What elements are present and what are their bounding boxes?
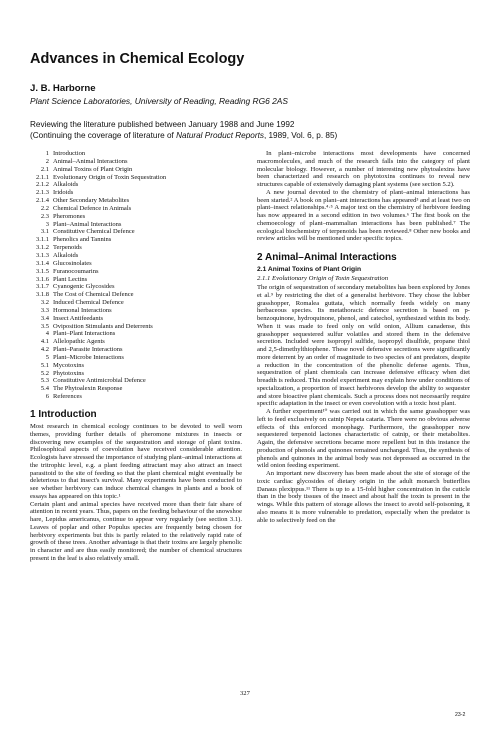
- toc-entry-number: 4.2: [40, 346, 49, 354]
- page-code: 23-2: [455, 712, 466, 718]
- page-number: 327: [240, 690, 250, 697]
- toc-entry-number: 2.1.4: [36, 197, 49, 205]
- toc-entry-text: Furanocoumarins: [53, 267, 99, 275]
- toc-entry-text: Constitutive Chemical Defence: [53, 228, 135, 236]
- right-column: [257, 150, 470, 524]
- toc-entry: [30, 393, 242, 401]
- toc-entry: [30, 268, 242, 276]
- toc-entry-number: 3.1.3: [36, 251, 49, 259]
- toc-entry-number: 3.3: [40, 306, 49, 314]
- left-column: [30, 150, 242, 563]
- toc-entry-number: 4: [45, 330, 49, 338]
- toc-entry-text: Terpenoids: [53, 244, 82, 252]
- toc-entry: [30, 213, 242, 221]
- review-line-2-a: (Continuing the coverage of literature of: [30, 131, 177, 140]
- section-2-heading: 2 Animal–Animal Interactions: [257, 252, 397, 263]
- toc-entry-text: Glucosinolates: [53, 259, 92, 267]
- toc-entry-text: Phytotoxins: [53, 369, 85, 377]
- toc-entry-text: Alkaloids: [53, 251, 79, 259]
- article-title: Advances in Chemical Ecology: [30, 51, 245, 67]
- toc-entry-text: Animal–Animal Interactions: [53, 157, 128, 165]
- toc-entry: [30, 323, 242, 331]
- toc-entry-number: 3.1.7: [36, 283, 49, 291]
- toc-entry: [30, 181, 242, 189]
- toc-entry: [30, 385, 242, 393]
- toc-entry-number: 5: [45, 353, 49, 361]
- toc-entry: [30, 377, 242, 385]
- toc-entry-text: Evolutionary Origin of Toxin Sequestration: [53, 173, 167, 181]
- toc-entry: [30, 244, 242, 252]
- toc-entry: [30, 228, 242, 236]
- toc-entry: [30, 299, 242, 307]
- toc-entry-number: 3.1.2: [36, 244, 49, 252]
- toc-entry-text: Hormonal Interactions: [53, 306, 112, 314]
- toc-entry: [30, 338, 242, 346]
- toc-entry-text: Other Secondary Metabolites: [53, 197, 130, 205]
- author-name: J. B. Harborne: [30, 83, 96, 94]
- review-scope: [30, 119, 480, 141]
- toc-entry: [30, 330, 242, 338]
- toc-entry-number: 2.3: [40, 212, 49, 220]
- toc-entry-text: Oviposition Stimulants and Deterrents: [53, 322, 153, 330]
- toc-entry-text: Plant Lectins: [53, 275, 88, 283]
- toc-entry-text: Cyanogenic Glycosides: [53, 283, 115, 291]
- toc-entry: [30, 291, 242, 299]
- toc-entry-text: Constitutive Antimicrobial Defence: [53, 377, 146, 385]
- toc-entry-number: 1: [45, 150, 49, 157]
- toc-entry: [30, 166, 242, 174]
- toc-entry-text: Animal Toxins of Plant Origin: [53, 165, 133, 173]
- journal-name: Natural Product Reports: [176, 131, 264, 140]
- toc-entry-number: 4.1: [40, 338, 49, 346]
- toc-entry-text: Plant–Parasite Interactions: [53, 346, 123, 354]
- toc-entry: [30, 260, 242, 268]
- right-paragraph-4: A further experiment¹⁰ was carried out in which the same grasshopper was left to feed exclusively on catnip Nepeta cataria. There were no obvious adverse effects of this enforced monophagy. Furthermore, the grasshopper now sequestered terpenoid lactones characteristic of catnip, or their metabolites. Again, the defensive secretions became more repellent but in this instance the production of phenols and quinones remained unchanged. Thus, the synthesis of phenols and quinones in the animal body was not depressed as occurred in the wild onion feeding experiment.: [257, 408, 470, 470]
- toc-entry: [30, 174, 242, 182]
- toc-entry-number: 3.1.4: [36, 259, 49, 267]
- toc-entry-number: 2.1.3: [36, 189, 49, 197]
- toc-entry-text: Mycotoxins: [53, 361, 85, 369]
- toc-entry: [30, 307, 242, 315]
- toc-entry-text: Plant–Plant Interactions: [53, 330, 116, 338]
- toc-entry-number: 2: [45, 157, 49, 165]
- toc-entry-text: Plant–Animal Interactions: [53, 220, 122, 228]
- toc-entry: [30, 276, 242, 284]
- toc-entry: [30, 252, 242, 260]
- toc-entry-number: 3.1.1: [36, 236, 49, 244]
- toc-entry-text: Plant–Microbe Interactions: [53, 353, 124, 361]
- toc-entry-number: 5.3: [40, 377, 49, 385]
- toc-entry: [30, 354, 242, 362]
- right-paragraph-2: A new journal devoted to the chemistry of plant–animal interactions has been started.² A book on plant–ant interactions has appeared³ and at least two on plant–insect relationships.⁴·⁵ A major text on the chemistry of herbivore feeding has now appeared in a second edition in two volumes.⁶ The first book on the chemoecology of plant–mammalian interactions has been published.⁷ The ecological biochemistry of terpenoids has been reviewed.⁸ Other new books and review articles will be mentioned under specific topics.: [257, 188, 470, 243]
- section-2-1-heading: 2.1 Animal Toxins of Plant Origin: [257, 266, 362, 273]
- toc-entry: [30, 189, 242, 197]
- toc-entry-number: 5.4: [40, 385, 49, 393]
- toc-entry: [30, 158, 242, 166]
- toc-entry-number: 2.1.2: [36, 181, 49, 189]
- toc-entry: [30, 283, 242, 291]
- toc-entry-text: Introduction: [53, 150, 86, 157]
- toc-entry-number: 6: [45, 393, 49, 401]
- toc-entry-number: 2.1.1: [36, 173, 49, 181]
- toc-entry: [30, 315, 242, 323]
- toc-entry: [30, 236, 242, 244]
- toc-entry-number: 5.2: [40, 369, 49, 377]
- section-2-1-1-heading: 2.1.1 Evolutionary Origin of Toxin Sequestration: [257, 275, 389, 282]
- toc-entry-number: 3.2: [40, 299, 49, 307]
- toc-entry-text: Chemical Defence in Animals: [53, 204, 132, 212]
- review-line-2-b: , 1989, Vol. 6, p. 85): [263, 131, 338, 140]
- toc-entry-number: 3.1.5: [36, 267, 49, 275]
- intro-paragraph-2: Certain plant and animal species have received more than their fair share of attention in recent years. Thus, papers on the feeding behaviour of the snowshoe hare, Lepidus americanus, continue to appear very regularly (see section 3.1). Leaves of poplar and other Populus species are frequently being chosen for herbivory experiments but this is partly related to the relatively rapid rate of growth of these trees. Another advantage is that their toxins are largely phenolic in character and are thus easily monitored; the number of chemical structures present in the leaf is also relatively small.: [30, 500, 242, 562]
- toc-entry-text: Alkaloids: [53, 181, 79, 189]
- right-paragraph-1: In plant–microbe interactions most developments have concerned macromolecules, and much of the research falls into the category of plant molecular biology. However, a number of interesting new phytoalexins have been characterized and research on phytotoxins continues to reveal new structures capable of extensively damaging plant systems (see section 5.2).: [257, 150, 470, 188]
- table-of-contents: [30, 150, 242, 401]
- toc-entry-number: 3.1.8: [36, 291, 49, 299]
- toc-entry: [30, 205, 242, 213]
- toc-entry: [30, 221, 242, 229]
- toc-entry: [30, 362, 242, 370]
- toc-entry-number: 2.1: [40, 165, 49, 173]
- toc-entry-number: 3.1.6: [36, 275, 49, 283]
- introduction-heading: 1 Introduction: [30, 409, 97, 420]
- toc-entry-number: 3.5: [40, 322, 49, 330]
- toc-entry-text: References: [53, 393, 82, 401]
- toc-entry-text: Allelopathic Agents: [53, 338, 105, 346]
- toc-entry-text: Iridoids: [53, 189, 74, 197]
- right-paragraph-5: An important new discovery has been made about the site of storage of the toxic cardiac glycosides of dietary origin in the adult monarch butterflies Danaus plexippus.¹¹ There is up to a 15-fold higher concentration in the cuticle than in the body tissues of the insect and about half the toxin is present in the wings. While this pattern of storage allows the insect to avoid self-poisoning, it also means it is more vulnerable to predation, especially when the predator is able to selectively feed on the: [257, 470, 470, 524]
- toc-entry: [30, 197, 242, 205]
- toc-entry: [30, 370, 242, 378]
- toc-entry-text: The Cost of Chemical Defence: [53, 291, 134, 299]
- toc-entry-number: 3.4: [40, 314, 49, 322]
- intro-paragraph-1: Most research in chemical ecology continues to be devoted to well worn themes, providing further details of pheromone mixtures in insects or discovering new examples of the sequestration and storage of plant toxins. Philosophical aspects of coevolution have received considerable attention. Ecologists have stressed the importance of studying plant–animal interactions at the tritrophic level, e.g. a plant feeding attractant may also attract an insect parasitoid to the site of feeding so that the plant chemical might eventually be deleterious to that insect's survival. Many experiments have been conducted to see whether herbivory can induce chemical changes in plants and a book of essays has appeared on this topic.¹: [30, 423, 242, 500]
- review-line-2: [30, 130, 480, 141]
- toc-entry-text: Pheromones: [53, 212, 86, 220]
- toc-entry-text: Insect Antifeedants: [53, 314, 103, 322]
- toc-entry-number: 3: [45, 220, 49, 228]
- toc-entry-text: The Phytoalexin Response: [53, 385, 123, 393]
- right-paragraph-3: The origin of sequestration of secondary metabolites has been explored by Jones et al.⁹ by restricting the diet of a generalist herbivore. They chose the lubber grasshopper, Romalea guttata, which normally feeds widely on many herbaceous species. Its metathoracic defence secretion is based on p-benzoquinone, hydroquinone, phenol, and catechol, synthesized within its body. When it was made to feed only on wild onion, Allium canadense, this grasshopper sequestered sulfur volatiles and stored them in the defensive secretion. Included were isopropyl sulfide, isopropyl disulfide, propane thiol and 2,5-dimethylthiophene. These novel defensive secretions were significantly more deterrent by an order of magnitude to two species of ant predators, despite a reduction in the concentration of the phenolic defense agents. Thus, sequestration of plant chemicals can increase defensive efficacy when diet breadth is reduced. This model experiment may explain how under conditions of specialization, a proportion of insect herbivores develop the ability to sequester and store bioactive plant chemicals. Such a process does not necessarily require specific adaptation in the insect or even coevolution with a toxic host plant.: [257, 284, 470, 408]
- toc-entry-text: Phenolics and Tannins: [53, 236, 112, 244]
- toc-entry-number: 3.1: [40, 228, 49, 236]
- toc-entry-number: 5.1: [40, 361, 49, 369]
- review-line-1: Reviewing the literature published between January 1988 and June 1992: [30, 120, 295, 129]
- toc-entry-number: 2.2: [40, 204, 49, 212]
- toc-entry: [30, 346, 242, 354]
- toc-entry-text: Induced Chemical Defence: [53, 299, 124, 307]
- author-affiliation: Plant Science Laboratories, University of Reading, Reading RG6 2AS: [30, 96, 288, 106]
- toc-entry: [30, 150, 242, 158]
